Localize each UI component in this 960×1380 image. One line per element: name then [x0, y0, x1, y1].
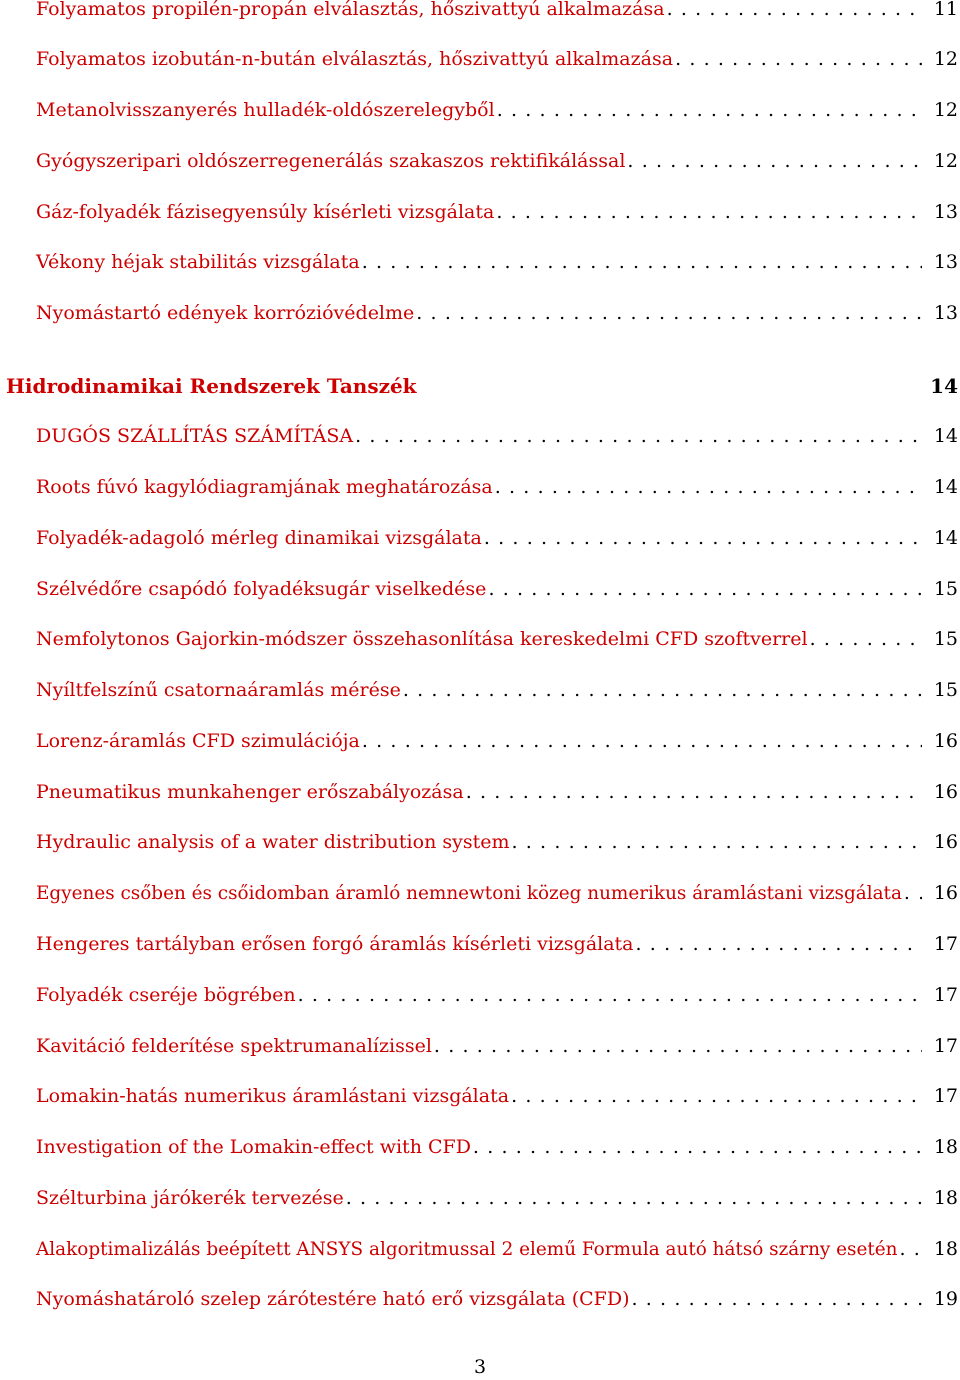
toc-entry[interactable]	[36, 1085, 958, 1115]
toc-entry-page: 15	[933, 578, 958, 600]
toc-entry-page: 18	[933, 1187, 958, 1209]
toc-entry[interactable]	[36, 882, 958, 912]
dot-leader	[808, 628, 922, 650]
toc-entry-page: 14	[933, 425, 958, 447]
toc-entry-title[interactable]: Nyíltfelszínű csatornaáramlás mérése	[36, 679, 401, 701]
toc-entry-title[interactable]: Folyadék-adagoló mérleg dinamikai vizsgálata	[36, 527, 482, 549]
toc-entry-title[interactable]: Szélturbina járókerék tervezése	[36, 1187, 344, 1209]
toc-entry-title[interactable]: Folyamatos propilén-propán elválasztás, hőszivattyú alkalmazása	[36, 0, 665, 20]
toc-entry-title[interactable]: DUGÓS SZÁLLÍTÁS SZÁMÍTÁSA	[36, 425, 354, 447]
dot-leader	[344, 1187, 922, 1209]
toc-entry-page: 16	[933, 730, 958, 752]
toc-entry[interactable]	[36, 933, 958, 963]
toc-entry-title[interactable]: Kavitáció felderítése spektrumanalízissel	[36, 1035, 432, 1057]
toc-section-heading[interactable]	[6, 374, 958, 404]
dot-leader	[486, 578, 921, 600]
toc-entry[interactable]	[36, 679, 958, 709]
toc-entry[interactable]	[36, 730, 958, 760]
dot-leader	[509, 831, 921, 853]
toc-entry-page: 14	[933, 476, 958, 498]
toc-entry-page: 11	[933, 0, 958, 20]
dot-leader	[296, 984, 922, 1006]
toc-entry-page: 17	[933, 933, 958, 955]
toc-entry-title[interactable]: Pneumatikus munkahenger erőszabályozása	[36, 781, 464, 803]
toc-section-title[interactable]: Hidrodinamikai Rendszerek Tanszék	[6, 374, 417, 398]
toc-entry-title[interactable]: Metanolvisszanyerés hulladék-oldószerelegyből	[36, 99, 495, 121]
dot-leader	[495, 99, 922, 121]
toc-entry-page: 12	[933, 99, 958, 121]
toc-entry[interactable]	[36, 578, 958, 608]
toc-entry-page: 13	[933, 302, 958, 324]
dot-leader	[414, 302, 922, 324]
dot-leader	[665, 0, 922, 20]
toc-entry-page: 16	[933, 831, 958, 853]
toc-entry-page: 12	[933, 150, 958, 172]
toc-entry-page: 15	[933, 628, 958, 650]
toc-entry[interactable]	[36, 1035, 958, 1065]
toc-entry-title[interactable]: Nyomáshatároló szelep zárótestére ható erő vizsgálata (CFD)	[36, 1288, 630, 1310]
toc-entry[interactable]	[36, 984, 958, 1014]
dot-leader	[897, 1238, 921, 1260]
toc-entry-title[interactable]: Nyomástartó edények korrózióvédelme	[36, 302, 415, 324]
dot-leader	[630, 1288, 922, 1310]
toc-entry-title[interactable]: Folyadék cseréje bögrében	[36, 984, 296, 1006]
toc-entry[interactable]	[36, 1136, 958, 1166]
toc-entry[interactable]	[36, 99, 958, 129]
toc-entry-title[interactable]: Roots fúvó kagylódiagramjának meghatározása	[36, 476, 493, 498]
toc-entry-page: 17	[933, 984, 958, 1006]
page-number: 3	[473, 1356, 487, 1378]
toc-entry-title[interactable]: Investigation of the Lomakin-effect with CFD	[36, 1136, 471, 1158]
dot-leader	[673, 48, 922, 70]
toc-entry-title[interactable]: Folyamatos izobután-n-bután elválasztás, hőszivattyú alkalmazása	[36, 48, 674, 70]
toc-entry[interactable]	[36, 0, 958, 28]
dot-leader	[353, 425, 922, 447]
toc-entry-page: 19	[933, 1288, 958, 1310]
dot-leader	[432, 1035, 922, 1057]
toc-entry-page: 16	[933, 882, 958, 904]
toc-entry[interactable]	[36, 831, 958, 861]
dot-leader	[360, 251, 922, 273]
dot-leader	[471, 1136, 922, 1158]
dot-leader	[509, 1085, 922, 1107]
toc-entry-title[interactable]: Hengeres tartályban erősen forgó áramlás kísérleti vizsgálata	[36, 933, 634, 955]
toc-entry-title[interactable]: Vékony héjak stabilitás vizsgálata	[36, 251, 360, 273]
toc-entry-page: 17	[933, 1085, 958, 1107]
toc-entry-page: 13	[933, 201, 958, 223]
toc-entry-title[interactable]: Gyógyszeripari oldószerregenerálás szakaszos rektifikálással	[36, 150, 626, 172]
dot-leader	[493, 476, 922, 498]
toc-entry-title[interactable]: Hydraulic analysis of a water distribution system	[36, 831, 510, 853]
toc-entry-page: 16	[933, 781, 958, 803]
dot-leader	[634, 933, 922, 955]
toc-entry-page: 13	[933, 251, 958, 273]
toc-entry[interactable]	[36, 781, 958, 811]
toc-entry[interactable]	[36, 302, 958, 332]
toc-entry[interactable]	[36, 1187, 958, 1217]
toc-entry-page: 17	[933, 1035, 958, 1057]
toc-entry-page: 18	[933, 1238, 958, 1260]
toc-entry-title[interactable]: Gáz-folyadék fázisegyensúly kísérleti vizsgálata	[36, 201, 495, 223]
dot-leader	[494, 201, 921, 223]
dot-leader	[360, 730, 922, 752]
toc-entry[interactable]	[36, 251, 958, 281]
dot-leader	[902, 882, 922, 904]
toc-entry-title[interactable]: Egyenes csőben és csőidomban áramló nemnewtoni közeg numerikus áramlástani vizsgálata	[36, 883, 902, 904]
toc-entry-title[interactable]: Alakoptimalizálás beépített ANSYS algoritmussal 2 elemű Formula autó hátsó szárny esetén	[36, 1239, 898, 1260]
toc-section-page: 14	[930, 374, 958, 398]
toc-entry[interactable]	[36, 1288, 958, 1318]
dot-leader	[464, 781, 922, 803]
toc-entry[interactable]	[36, 150, 958, 180]
toc-entry-page: 14	[933, 527, 958, 549]
toc-entry-title[interactable]: Lorenz-áramlás CFD szimulációja	[36, 730, 360, 752]
toc-entry-title[interactable]: Lomakin-hatás numerikus áramlástani vizsgálata	[36, 1085, 510, 1107]
toc-entry[interactable]	[36, 1238, 958, 1268]
toc-entry-page: 12	[933, 48, 958, 70]
dot-leader	[482, 527, 922, 549]
toc-entry-title[interactable]: Nemfolytonos Gajorkin-módszer összehasonlítása kereskedelmi CFD szoftverrel	[36, 628, 808, 650]
toc-entry-page: 15	[933, 679, 958, 701]
toc-entry[interactable]	[36, 628, 958, 658]
toc-entry[interactable]	[36, 476, 958, 506]
toc-entry[interactable]	[36, 48, 958, 78]
toc-entry-title[interactable]: Szélvédőre csapódó folyadéksugár viselkedése	[36, 578, 487, 600]
toc-entry[interactable]	[36, 201, 958, 231]
toc-entry[interactable]	[36, 527, 958, 557]
dot-leader	[401, 679, 922, 701]
toc-entry-page: 18	[933, 1136, 958, 1158]
dot-leader	[625, 150, 921, 172]
toc-entry[interactable]	[36, 425, 958, 455]
